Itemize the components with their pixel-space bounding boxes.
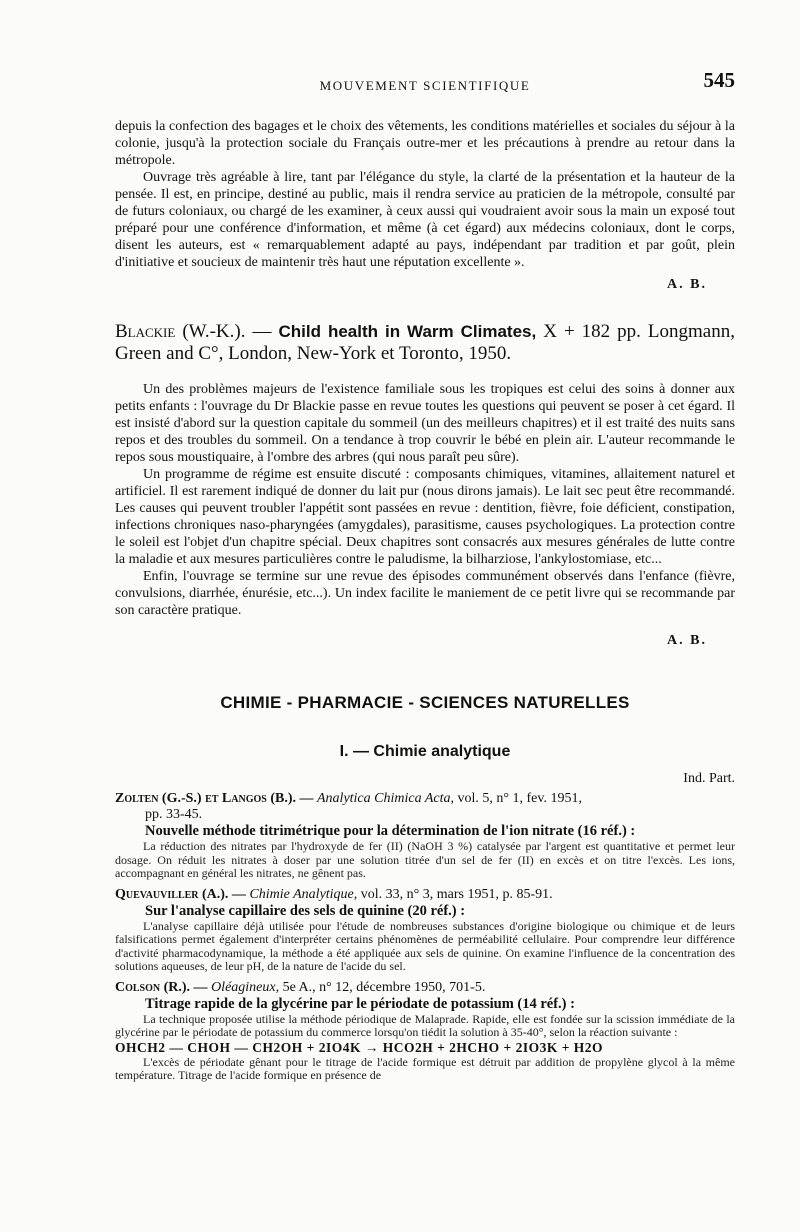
reference-authors: Colson (R.). — xyxy=(115,979,212,995)
reference-journal: Chimie Analytique, xyxy=(249,886,358,902)
book-details: X + 182 pp. Longmann, Green and C°, London, New-York et Toronto, 1950. xyxy=(115,321,735,364)
page xyxy=(115,62,735,1083)
reference-abstract: La réduction des nitrates par l'hydroxyde de fer (II) (NaOH 3 %) catalysée par l'argent est quantitative et permet leur dosage. On réduit les nitrates à doser par une solution titrée d'un sel de fer (II) en excès et on titre l'excès. Les ions, accompagnant en général les nitrates, ne gênent pas. xyxy=(115,839,735,880)
reference-abstract: L'analyse capillaire déjà utilisée pour l'étude de nombreuses substances d'origine biologique ou chimique et de leurs falsifications permet également d'interpréter certains phénomènes de perméabilité cellulaire. Pour comprendre leur différence d'activité pharmacodynamique, la méthode a été appliquée aux sels de quinine. On examine l'influence de la concentration des solutions aqueuses, de leur pH, de la nature de l'acide du sel. xyxy=(115,918,735,973)
reference-details: vol. 5, n° 1, fev. 1951, xyxy=(454,791,582,806)
reference-title: Nouvelle méthode titrimétrique pour la détermination de l'ion nitrate (16 réf.) : xyxy=(145,823,636,839)
reference-authors: Zolten (G.-S.) et Langos (B.). — xyxy=(115,791,317,806)
book-name: Child health in Warm Climates, xyxy=(278,322,537,341)
reference-journal: Oléagineux, xyxy=(211,979,280,995)
reference-title: Titrage rapide de la glycérine par le périodate de potassium (14 réf.) : xyxy=(145,995,575,1012)
reference-authors: Quevauviller (A.). — xyxy=(115,886,250,902)
review2-paragraph-1: Un des problèmes majeurs de l'existence familiale sous les tropiques est celui des soins à donner aux petits enfants : l'ouvrage du Dr Blackie passe en revue toutes les questions qui peuvent se poser à cet égard. Il est insisté d'abord sur la question capitale du sommeil (un des meilleurs chapitres) et il est traité des nuits sans repos et des troubles du sommeil. On a tendance à trop couvrir le bébé en plein air. L'auteur recommande le repos sous moustiquaire, à l'ombre des arbres (qui nous paraît peu sûre). xyxy=(115,382,735,465)
review2-paragraph-2: Un programme de régime est ensuite discuté : composants chimiques, vitamines, allaitement naturel et artificiel. Il est rarement indiqué de donner du lait pur (nous dirons jamais). Le lait sec peut être recommandé. Les causes qui peuvent troubler l'appétit sont passées en revue : dentition, fièvre, foie déficient, constipation, infections chroniques naso-pharyngées (amygdales), parasitisme, causes psychologiques. La protection contre le soleil est l'objet d'un chapitre spécial. Deux chapitres sont consacrés aux mesures générales de lutte contre la maladie et aux mesures particulières contre le paludisme, la bilharziose, l'ankylostomiase, etc... xyxy=(115,467,735,567)
reference-abstract: La technique proposée utilise la méthode périodique de Malaprade. Rapide, elle est fondée sur la scission immédiate de la glycérine par le périodate de potassium du commerce lorsqu'on tiédit la solution à 35-40°, selon la réaction suivante : xyxy=(115,1011,735,1039)
reference-journal: Analytica Chimica Acta, xyxy=(317,791,454,806)
review1-signature: A. B. xyxy=(667,277,707,292)
chemical-formula: OHCH2 — CHOH — CH2OH + 2IO4K → HCO2H + 2HCHO + 2IO3K + H2O xyxy=(115,1039,604,1055)
running-title: MOUVEMENT SCIENTIFIQUE xyxy=(319,78,531,93)
subsection-title: I. — Chimie analytique xyxy=(339,743,511,760)
review1-paragraph-1: depuis la confection des bagages et le choix des vêtements, les conditions matérielles et sociales du séjour à la colonie, jusqu'à la protection sociale du Français outre-mer et les précautions à prendre au retour dans la métropole. xyxy=(115,119,735,168)
ind-part-label: Ind. Part. xyxy=(683,771,735,786)
reference-entry xyxy=(115,887,735,903)
reference-entry xyxy=(115,791,735,823)
reference-details: 5e A., n° 12, décembre 1950, 701-5. xyxy=(279,979,486,995)
reference-details: vol. 33, n° 3, mars 1951, p. 85-91. xyxy=(357,886,553,902)
book-author: Blackie xyxy=(115,321,176,342)
book-initials: (W.-K.). — xyxy=(175,321,279,342)
review2-paragraph-3: Enfin, l'ouvrage se termine sur une revue des épisodes communément observés dans l'enfance (fièvre, convulsions, diarrhée, énurésie, etc...). Un index facilite le maniement de ce petit livre qui se recommande par son caractère pratique. xyxy=(115,569,735,618)
review2-signature: A. B. xyxy=(667,633,707,648)
reference-entry xyxy=(115,980,735,996)
review1-paragraph-2: Ouvrage très agréable à lire, tant par l'élégance du style, la clarté de la présentation et la hauteur de la pensée. Il est, en principe, destiné au public, mais il rendra service au praticien de la métropole, consulté par de futurs coloniaux, ou chargé de les examiner, à ceux aussi qui voudraient avoir sous la main un exposé tout préparé pour une conférence d'information, et même (à cet égard) aux médecins coloniaux, dont le corps, disent les auteurs, est « remarquablement adapté au pays, indépendant par tradition et par goût, plein d'initiative et soucieux de maintenir très haut une réputation excellente ». xyxy=(115,170,735,270)
review2-book-title xyxy=(115,321,735,365)
reference-title: Sur l'analyse capillaire des sels de quinine (20 réf.) : xyxy=(145,902,466,919)
reference-pages: pp. 33-45. xyxy=(145,807,203,822)
page-header xyxy=(115,62,735,94)
page-number: 545 xyxy=(703,68,735,92)
reference-abstract-continued: L'excès de périodate gênant pour le titrage de l'acide formique est détruit par addition de propylène glycol à la même température. Titrage de l'acide formique en présence de xyxy=(115,1054,735,1082)
section-title: CHIMIE - PHARMACIE - SCIENCES NATURELLES xyxy=(220,693,630,712)
